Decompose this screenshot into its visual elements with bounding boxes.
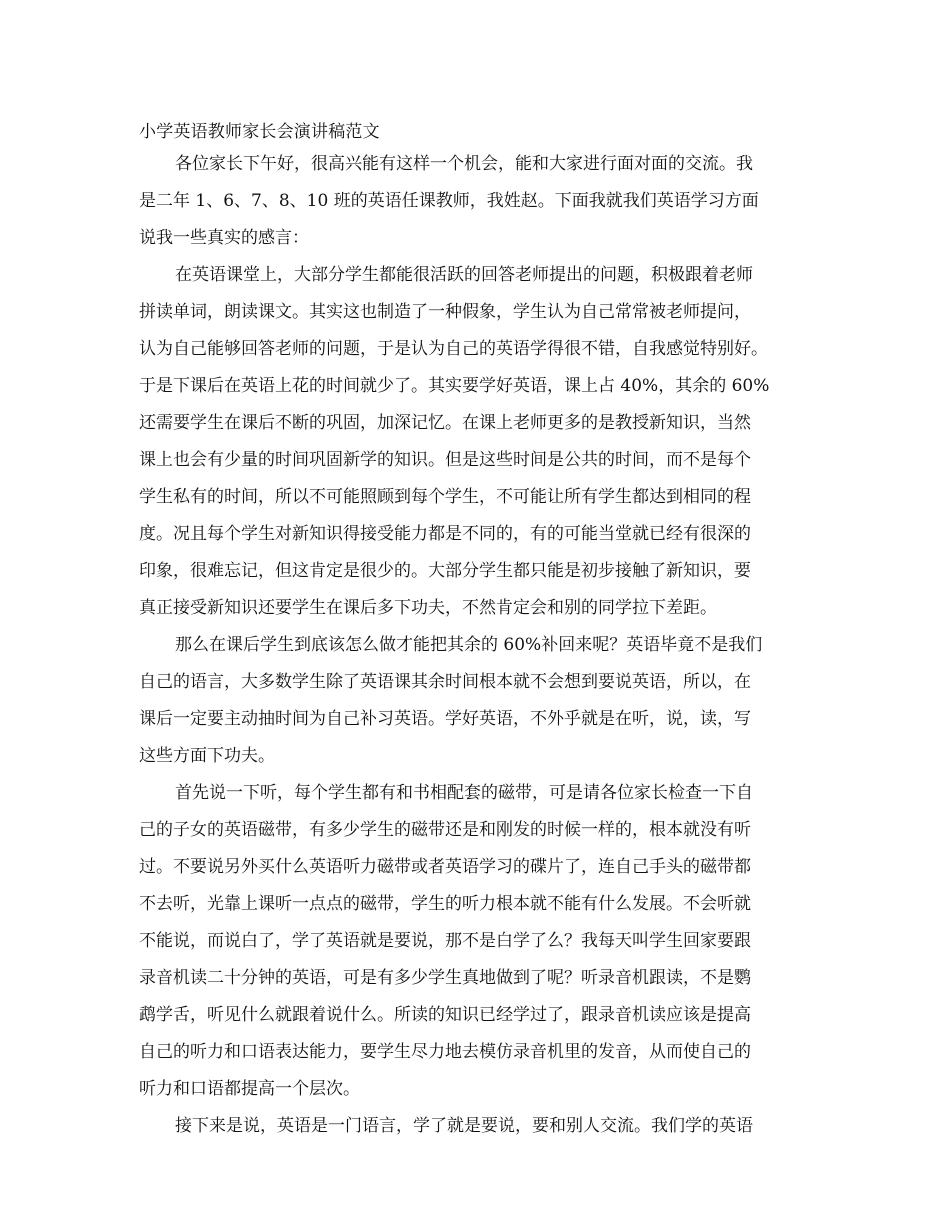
paragraph-line: 还需要学生在课后不断的巩固，加深记忆。在课上老师更多的是教授新知识，当然 [139, 413, 751, 433]
paragraph-line: 于是下课后在英语上花的时间就少了。其实要学好英语，课上占 40%，其余的 60% [139, 376, 770, 396]
paragraph-line: 己的子女的英语磁带，有多少学生的磁带还是和刚发的时候一样的，根本就没有听 [139, 820, 751, 840]
paragraph-line: 这些方面下功夫。 [139, 746, 275, 766]
paragraph-line: 各位家长下午好，很高兴能有这样一个机会，能和大家进行面对面的交流。我 [175, 154, 753, 174]
paragraph-line: 度。况且每个学生对新知识得接受能力都是不同的，有的可能当堂就已经有很深的 [139, 524, 751, 544]
paragraph-line: 自己的听力和口语表达能力，要学生尽力地去模仿录音机里的发音，从而使自己的 [139, 1042, 751, 1062]
paragraph-line: 自己的语言，大多数学生除了英语课其余时间根本就不会想到要说英语，所以，在 [139, 672, 751, 692]
paragraph-line: 不能说，而说白了，学了英语就是要说，那不是白学了么？我每天叫学生回家要跟 [139, 931, 751, 951]
paragraph-line: 接下来是说，英语是一门语言，学了就是要说，要和别人交流。我们学的英语 [175, 1116, 753, 1136]
paragraph-line: 是二年 1、6、7、8、10 班的英语任课教师，我姓赵。下面我就我们英语学习方面 [139, 191, 759, 211]
paragraph-line: 印象，很难忘记，但这肯定是很少的。大部分学生都只能是初步接触了新知识，要 [139, 561, 751, 581]
paragraph-line: 拼读单词，朗读课文。其实这也制造了一种假象，学生认为自己常常被老师提问， [139, 302, 751, 322]
paragraph-line: 录音机读二十分钟的英语，可是有多少学生真地做到了呢？听录音机跟读，不是鹦 [139, 968, 751, 988]
paragraph-line: 那么在课后学生到底该怎么做才能把其余的 60%补回来呢？英语毕竟不是我们 [175, 635, 763, 655]
paragraph-line: 听力和口语都提高一个层次。 [139, 1079, 360, 1099]
paragraph-line: 首先说一下听，每个学生都有和书相配套的磁带，可是请各位家长检查一下自 [175, 783, 753, 803]
paragraph-line: 课上也会有少量的时间巩固新学的知识。但是这些时间是公共的时间，而不是每个 [139, 450, 751, 470]
paragraph-line: 真正接受新知识还要学生在课后多下功夫，不然肯定会和别的同学拉下差距。 [139, 598, 717, 618]
paragraph-line: 过。不要说另外买什么英语听力磁带或者英语学习的碟片了，连自己手头的磁带都 [139, 857, 751, 877]
paragraph-line: 在英语课堂上，大部分学生都能很活跃的回答老师提出的问题，积极跟着老师 [175, 265, 753, 285]
paragraph-line: 鹉学舌，听见什么就跟着说什么。所读的知识已经学过了，跟录音机读应该是提高 [139, 1005, 751, 1025]
paragraph-line: 说我一些真实的感言： [139, 228, 309, 248]
paragraph-line: 认为自己能够回答老师的问题，于是认为自己的英语学得很不错，自我感觉特别好。 [139, 339, 768, 359]
document-title: 小学英语教师家长会演讲稿范文 [139, 122, 380, 142]
paragraph-line: 课后一定要主动抽时间为自己补习英语。学好英语，不外乎就是在听，说，读，写 [139, 709, 751, 729]
paragraph-line: 学生私有的时间，所以不可能照顾到每个学生，不可能让所有学生都达到相同的程 [139, 487, 751, 507]
paragraph-line: 不去听，光靠上课听一点点的磁带，学生的听力根本就不能有什么发展。不会听就 [139, 894, 751, 914]
